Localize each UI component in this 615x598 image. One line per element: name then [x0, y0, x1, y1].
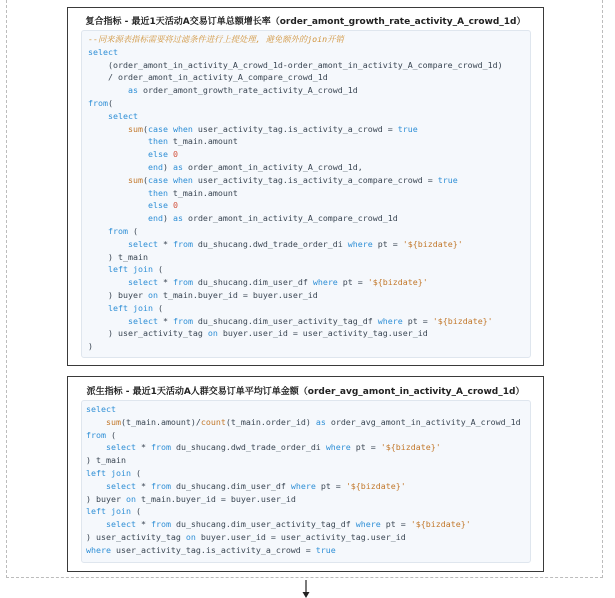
code-token: ) user_activity_tag — [86, 531, 186, 542]
code-token: sum — [105, 416, 121, 427]
code-token: select — [107, 110, 138, 121]
code-token: * — [157, 238, 173, 249]
code-token: where — [312, 277, 338, 288]
code-token: where — [290, 480, 316, 491]
code-line — [86, 505, 526, 518]
code-line — [88, 340, 524, 353]
code-token: from — [107, 225, 128, 236]
code-line — [86, 493, 526, 506]
code-token: ) — [162, 213, 173, 224]
code-token: case when — [147, 174, 193, 185]
code-token: where — [355, 519, 381, 530]
code-token: as — [127, 85, 138, 96]
code-token: from — [88, 97, 108, 108]
code-line — [88, 161, 524, 174]
code-token: order_avg_amont_in_activity_A_crowd_1d — [325, 416, 521, 427]
code-token: order_amont_in_activity_A_compare_crowd_1d — [182, 213, 398, 224]
code-line — [86, 467, 526, 480]
code-token: '${bizdate}' — [367, 277, 428, 288]
code-line — [88, 199, 524, 212]
code-token: (order_amont_in_activity_A_crowd_1d-order_amont_in_activity_A_compare_crowd_1d) — [88, 59, 503, 70]
code-line — [86, 403, 526, 416]
code-token: where — [325, 442, 351, 453]
code-token: count — [200, 416, 226, 427]
code-token: sum — [127, 174, 143, 185]
code-token — [88, 264, 108, 274]
code-token: then — [147, 136, 168, 147]
code-token — [88, 200, 148, 210]
code-token: from — [150, 519, 171, 530]
code-line — [88, 251, 524, 264]
code-token: ) — [162, 161, 173, 172]
code-token: where — [377, 315, 403, 326]
code-token — [88, 277, 128, 287]
code-token: left join — [86, 506, 131, 517]
code-token: true — [437, 174, 458, 185]
code-token: pt = — [315, 480, 346, 491]
code-token — [88, 175, 128, 185]
code-token: ( — [142, 174, 148, 185]
code-token: left join — [107, 264, 153, 275]
code-token: ) user_activity_tag — [88, 328, 208, 339]
code-token — [88, 303, 108, 313]
code-token: * — [157, 315, 173, 326]
code-line — [88, 187, 524, 200]
code-line — [86, 518, 526, 531]
code-line — [88, 263, 524, 276]
code-token: else — [147, 200, 168, 211]
code-line — [88, 71, 524, 84]
code-token — [88, 226, 108, 236]
code-token: t_main.amount — [167, 136, 238, 147]
code-token: ( — [142, 123, 148, 134]
code-token — [88, 85, 128, 95]
code-token: ( — [152, 264, 163, 275]
card-title: 复合指标 - 最近1天活动A交易订单总额增长率（order_amont_growth_rate_activity_A_crowd_1d） — [85, 17, 526, 27]
code-token — [86, 417, 106, 427]
code-token: user_activity_tag.is_activity_a_crowd = — [110, 544, 316, 555]
code-line — [88, 225, 524, 238]
code-token — [88, 213, 148, 223]
code-token: from — [172, 315, 193, 326]
code-token — [88, 149, 148, 159]
code-token: as — [315, 416, 326, 427]
code-token: user_activity_tag.is_activity_a_compare_crowd = — [192, 174, 438, 185]
code-token: where — [86, 544, 111, 555]
code-token: (t_main.order_id) — [225, 416, 316, 427]
code-line — [88, 174, 524, 187]
code-token: du_shucang.dim_user_df — [192, 277, 313, 288]
code-token: pt = — [350, 442, 381, 453]
code-token: sum — [127, 123, 143, 134]
code-token: t_main.buyer_id = buyer.user_id — [157, 289, 318, 300]
code-token: ) t_main — [86, 455, 126, 466]
code-token: du_shucang.dim_user_activity_tag_df — [170, 519, 356, 530]
code-token: as — [172, 161, 183, 172]
code-line — [88, 302, 524, 315]
code-token: select — [88, 46, 118, 57]
code-token: from — [150, 442, 171, 453]
code-token: '${bizdate}' — [380, 442, 441, 453]
code-token — [88, 136, 148, 146]
code-token: --同来源表指标需要将过滤条件进行上提处理, 避免额外的join开销 — [88, 34, 344, 44]
sql-code-block — [81, 30, 531, 358]
code-line — [86, 531, 526, 544]
code-line — [88, 46, 524, 59]
code-token: from — [150, 480, 171, 491]
code-token: as — [172, 213, 183, 224]
code-token — [86, 481, 106, 491]
code-token: ( — [130, 506, 141, 517]
code-token: 0 — [172, 149, 178, 160]
code-line — [88, 33, 524, 46]
code-token: 0 — [172, 200, 178, 211]
code-line — [86, 441, 526, 454]
code-line — [88, 84, 524, 97]
code-token: '${bizdate}' — [410, 519, 471, 530]
code-line — [88, 97, 524, 110]
code-token: then — [147, 187, 168, 198]
code-token: order_amont_in_activity_A_crowd_1d, — [182, 161, 363, 172]
code-token: on — [147, 289, 158, 300]
code-token: select — [127, 277, 158, 288]
code-token: true — [315, 544, 336, 555]
code-token: buyer.user_id = user_activity_tag.user_id — [217, 328, 428, 339]
code-token — [88, 111, 108, 121]
code-token: pt = — [380, 519, 411, 530]
code-token: select — [127, 238, 158, 249]
code-line — [88, 327, 524, 340]
code-token: select — [86, 404, 116, 414]
code-line — [86, 454, 526, 467]
code-token: ( — [105, 429, 116, 440]
code-token: true — [397, 123, 418, 134]
code-token: ) buyer — [88, 289, 148, 300]
code-token: * — [157, 277, 173, 288]
code-token: from — [86, 429, 106, 440]
code-token: ( — [127, 225, 138, 236]
code-token — [88, 188, 148, 198]
code-token: case when — [147, 123, 193, 134]
code-token: else — [147, 149, 168, 160]
code-token — [88, 162, 148, 172]
code-token: buyer.user_id = user_activity_tag.user_id — [195, 531, 406, 542]
code-token — [88, 316, 128, 326]
code-line — [86, 480, 526, 493]
code-token: pt = — [337, 277, 368, 288]
code-token: du_shucang.dim_user_df — [170, 480, 291, 491]
code-line — [88, 123, 524, 136]
code-token: du_shucang.dim_user_activity_tag_df — [192, 315, 378, 326]
code-token: du_shucang.dwd_trade_order_di — [192, 238, 348, 249]
code-token: '${bizdate}' — [432, 315, 493, 326]
code-token: select — [105, 519, 136, 530]
code-token: where — [347, 238, 373, 249]
code-token: * — [135, 519, 151, 530]
code-line — [88, 148, 524, 161]
code-token: * — [135, 442, 151, 453]
card-title: 派生指标 - 最近1天活动A人群交易订单平均订单金额（order_avg_amont_in_activity_A_crowd_1d） — [86, 387, 525, 397]
composite-metric-card — [67, 7, 544, 366]
code-token: ( — [152, 302, 163, 313]
code-token: left join — [107, 302, 153, 313]
code-token: select — [105, 480, 136, 491]
code-line — [88, 135, 524, 148]
code-token: user_activity_tag.is_activity_a_crowd = — [192, 123, 398, 134]
code-token: '${bizdate}' — [345, 480, 406, 491]
code-line — [88, 238, 524, 251]
code-token: end — [147, 161, 163, 172]
code-token: (t_main.amount)/ — [120, 416, 201, 427]
code-token — [86, 442, 106, 452]
sql-code-block — [81, 400, 531, 563]
code-line — [88, 276, 524, 289]
code-token: '${bizdate}' — [402, 238, 463, 249]
derived-metric-card — [67, 376, 544, 572]
code-token: ( — [107, 97, 113, 108]
code-token: order_amont_growth_rate_activity_A_crowd_1d — [137, 85, 358, 96]
code-token — [88, 239, 128, 249]
code-token: ) — [88, 341, 93, 352]
code-token: * — [135, 480, 151, 491]
code-line — [86, 429, 526, 442]
code-token: ) buyer — [86, 493, 126, 504]
code-token: t_main.amount — [167, 187, 238, 198]
code-line — [88, 59, 524, 72]
code-token: pt = — [402, 315, 433, 326]
code-line — [88, 110, 524, 123]
code-token: on — [185, 531, 196, 542]
code-token: t_main.buyer_id = buyer.user_id — [135, 493, 296, 504]
code-token: left join — [86, 467, 131, 478]
code-token: du_shucang.dwd_trade_order_di — [170, 442, 326, 453]
code-token: pt = — [372, 238, 403, 249]
code-token: select — [105, 442, 136, 453]
code-token: from — [172, 277, 193, 288]
code-line — [88, 289, 524, 302]
code-token: end — [147, 213, 163, 224]
code-line — [86, 416, 526, 429]
code-token: / order_amont_in_activity_A_compare_crowd_1d — [88, 72, 328, 83]
code-token: on — [125, 493, 136, 504]
code-line — [88, 212, 524, 225]
code-token: on — [207, 328, 218, 339]
code-token: ( — [130, 467, 141, 478]
code-token: from — [172, 238, 193, 249]
code-line — [86, 544, 526, 557]
code-token — [86, 519, 106, 529]
code-token — [88, 124, 128, 134]
code-token: select — [127, 315, 158, 326]
code-line — [88, 315, 524, 328]
arrow-down-icon — [302, 580, 310, 598]
code-token: ) t_main — [88, 251, 148, 262]
